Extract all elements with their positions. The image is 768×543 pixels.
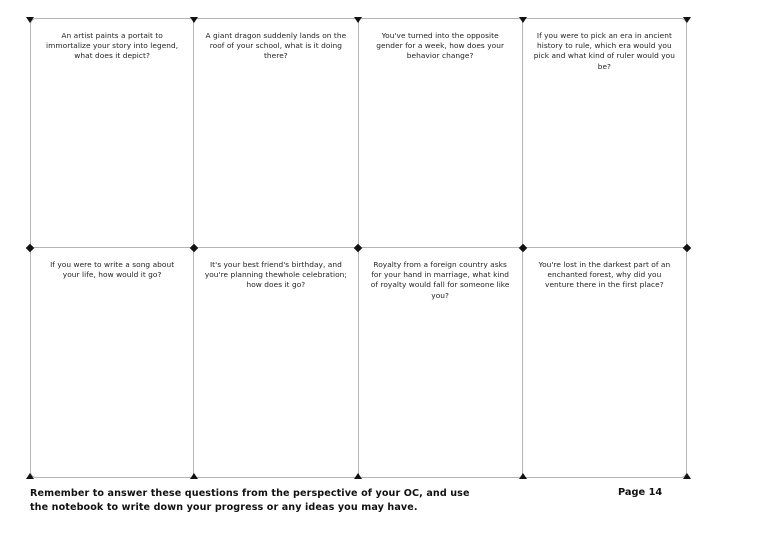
prompt-text: If you were to write a song about your life, how would it go? <box>50 260 175 280</box>
cut-mark-icon <box>26 473 34 479</box>
prompt-text: You're lost in the darkest part of an enchanted forest, why did you venture there in the first place? <box>538 260 671 290</box>
prompt-card-sheet <box>30 18 687 478</box>
prompt-card <box>194 18 358 248</box>
prompt-card <box>194 248 358 478</box>
cut-mark-icon <box>354 17 362 23</box>
prompt-card <box>359 18 523 248</box>
cut-mark-icon <box>354 473 362 479</box>
prompt-card <box>523 248 687 478</box>
prompt-text: An artist paints a portait to immortalize your story into legend, what does it depict? <box>46 31 179 61</box>
cut-mark-icon <box>683 473 691 479</box>
cut-mark-icon <box>26 17 34 23</box>
cut-mark-icon <box>519 473 527 479</box>
cut-mark-icon <box>683 17 691 23</box>
page-number: Page 14 <box>618 487 663 498</box>
prompt-card <box>30 248 194 478</box>
prompt-text: It's your best friend's birthday, and you're planning thewhole celebration; how does it go? <box>204 260 347 290</box>
cut-mark-icon <box>519 17 527 23</box>
cut-mark-icon <box>190 473 198 479</box>
cut-mark-icon <box>190 17 198 23</box>
prompt-text: A giant dragon suddenly lands on the roof of your school, what is it doing there? <box>205 31 347 61</box>
instruction-note: Remember to answer these questions from the perspective of your OC, and use the notebook to write down your progress or any ideas you may have. <box>30 488 470 513</box>
prompt-card <box>30 18 194 248</box>
prompt-text: If you were to pick an era in ancient history to rule, which era would you pick and what kind of ruler would you be? <box>533 31 675 71</box>
prompt-text: You've turned into the opposite gender for a week, how does your behavior change? <box>376 31 505 61</box>
prompt-text: Royalty from a foreign country asks for your hand in marriage, what kind of royalty would fall for someone like you? <box>370 260 510 300</box>
prompt-card <box>523 18 687 248</box>
prompt-card <box>359 248 523 478</box>
